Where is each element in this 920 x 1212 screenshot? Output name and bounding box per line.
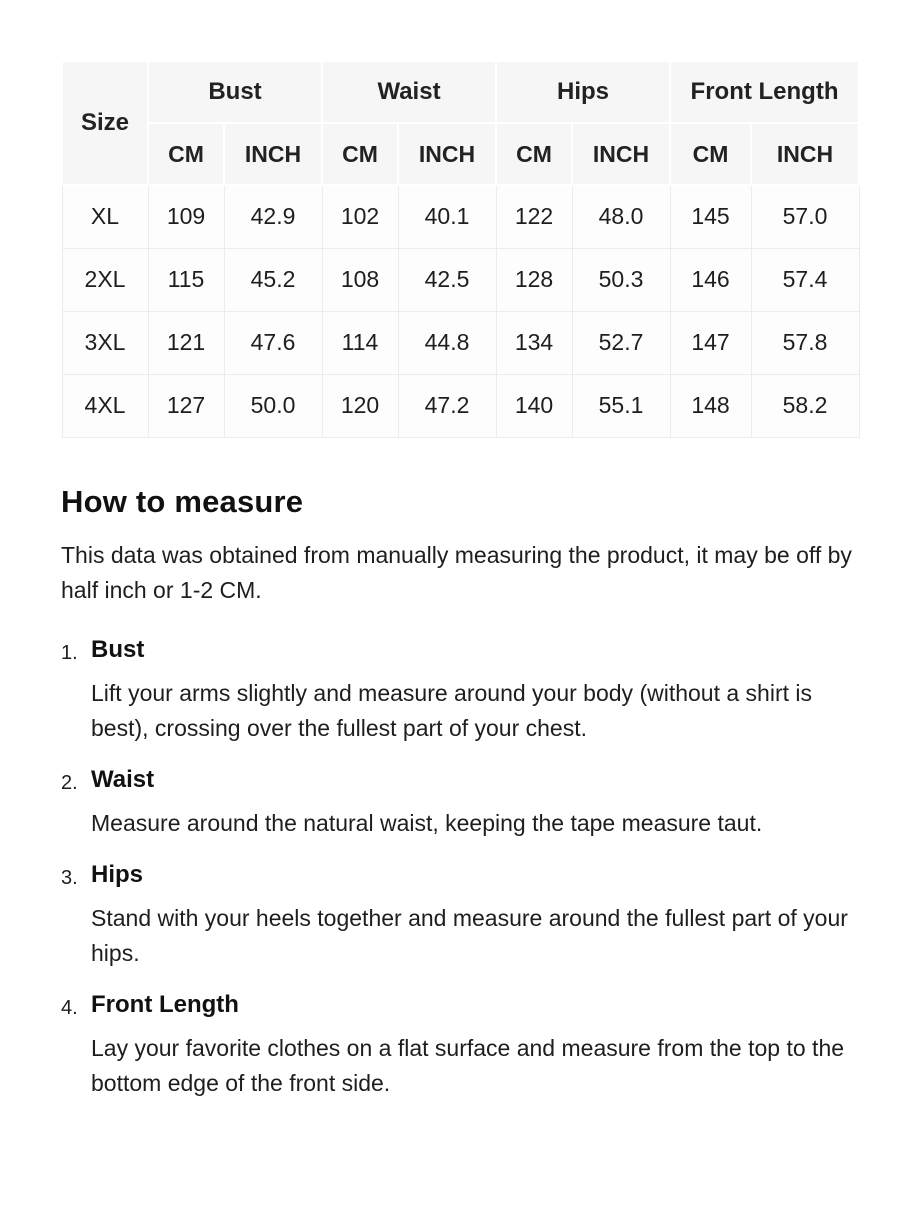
unit-header-front-length-inch: INCH [751, 123, 859, 185]
value-cell: 52.7 [572, 311, 670, 374]
value-cell: 108 [322, 248, 398, 311]
size-cell: 4XL [62, 374, 148, 437]
list-number: 4. [61, 996, 78, 1019]
list-number: 2. [61, 771, 78, 794]
list-number: 3. [61, 866, 78, 889]
value-cell: 48.0 [572, 185, 670, 248]
size-chart-table [61, 60, 860, 438]
list-item-content [91, 861, 858, 981]
list-item-title: Bust [91, 635, 145, 663]
value-cell: 128 [496, 248, 572, 311]
list-item-hips [61, 861, 858, 981]
unit-header-hips-inch: INCH [572, 123, 670, 185]
table-row [62, 374, 859, 437]
value-cell: 44.8 [398, 311, 496, 374]
value-cell: 102 [322, 185, 398, 248]
value-cell: 57.8 [751, 311, 859, 374]
list-item-description: Lay your favorite clothes on a flat surface and measure from the top to the bottom edge of the front side. [91, 1034, 845, 1096]
value-cell: 146 [670, 248, 751, 311]
size-cell: 2XL [62, 248, 148, 311]
measure-instructions-list [61, 636, 858, 1111]
value-cell: 114 [322, 311, 398, 374]
how-to-measure-heading: How to measure [61, 483, 304, 519]
list-item-content [91, 636, 858, 756]
table-row [62, 185, 859, 248]
value-cell: 145 [670, 185, 751, 248]
group-header-bust: Bust [148, 61, 322, 123]
list-item-title: Front Length [91, 990, 239, 1018]
list-item-description: Lift your arms slightly and measure around your body (without a shirt is best), crossing over the fullest part of your chest. [91, 679, 812, 741]
value-cell: 120 [322, 374, 398, 437]
list-item-bust [61, 636, 858, 756]
table-row [62, 248, 859, 311]
list-item-title: Waist [91, 765, 155, 793]
measurement-group-row [62, 61, 859, 123]
size-column-header: Size [62, 61, 148, 185]
value-cell: 147 [670, 311, 751, 374]
value-cell: 140 [496, 374, 572, 437]
table-row [62, 311, 859, 374]
value-cell: 47.6 [224, 311, 322, 374]
value-cell: 42.9 [224, 185, 322, 248]
value-cell: 50.3 [572, 248, 670, 311]
group-header-hips: Hips [496, 61, 670, 123]
unit-header-front-length-cm: CM [670, 123, 751, 185]
value-cell: 58.2 [751, 374, 859, 437]
value-cell: 50.0 [224, 374, 322, 437]
list-item-content [91, 991, 858, 1111]
measurement-disclaimer: This data was obtained from manually measuring the product, it may be off by half inch or 1-2 CM. [61, 541, 852, 603]
list-item-description: Stand with your heels together and measure around the fullest part of your hips. [91, 904, 848, 966]
value-cell: 57.4 [751, 248, 859, 311]
value-cell: 42.5 [398, 248, 496, 311]
value-cell: 121 [148, 311, 224, 374]
value-cell: 47.2 [398, 374, 496, 437]
size-cell: XL [62, 185, 148, 248]
list-item-description: Measure around the natural waist, keeping the tape measure taut. [91, 809, 763, 836]
value-cell: 55.1 [572, 374, 670, 437]
value-cell: 127 [148, 374, 224, 437]
size-cell: 3XL [62, 311, 148, 374]
value-cell: 134 [496, 311, 572, 374]
unit-header-waist-cm: CM [322, 123, 398, 185]
unit-header-row [62, 123, 859, 185]
list-item-title: Hips [91, 860, 144, 888]
value-cell: 109 [148, 185, 224, 248]
value-cell: 122 [496, 185, 572, 248]
value-cell: 148 [670, 374, 751, 437]
list-item-waist [61, 766, 858, 851]
unit-header-bust-cm: CM [148, 123, 224, 185]
value-cell: 115 [148, 248, 224, 311]
list-number: 1. [61, 641, 78, 664]
unit-header-hips-cm: CM [496, 123, 572, 185]
value-cell: 45.2 [224, 248, 322, 311]
unit-header-bust-inch: INCH [224, 123, 322, 185]
group-header-waist: Waist [322, 61, 496, 123]
value-cell: 40.1 [398, 185, 496, 248]
list-item-front-length [61, 991, 858, 1111]
list-item-content [91, 766, 858, 851]
size-chart-body [62, 185, 859, 437]
group-header-front-length: Front Length [670, 61, 859, 123]
size-chart-header [62, 61, 859, 185]
value-cell: 57.0 [751, 185, 859, 248]
unit-header-waist-inch: INCH [398, 123, 496, 185]
